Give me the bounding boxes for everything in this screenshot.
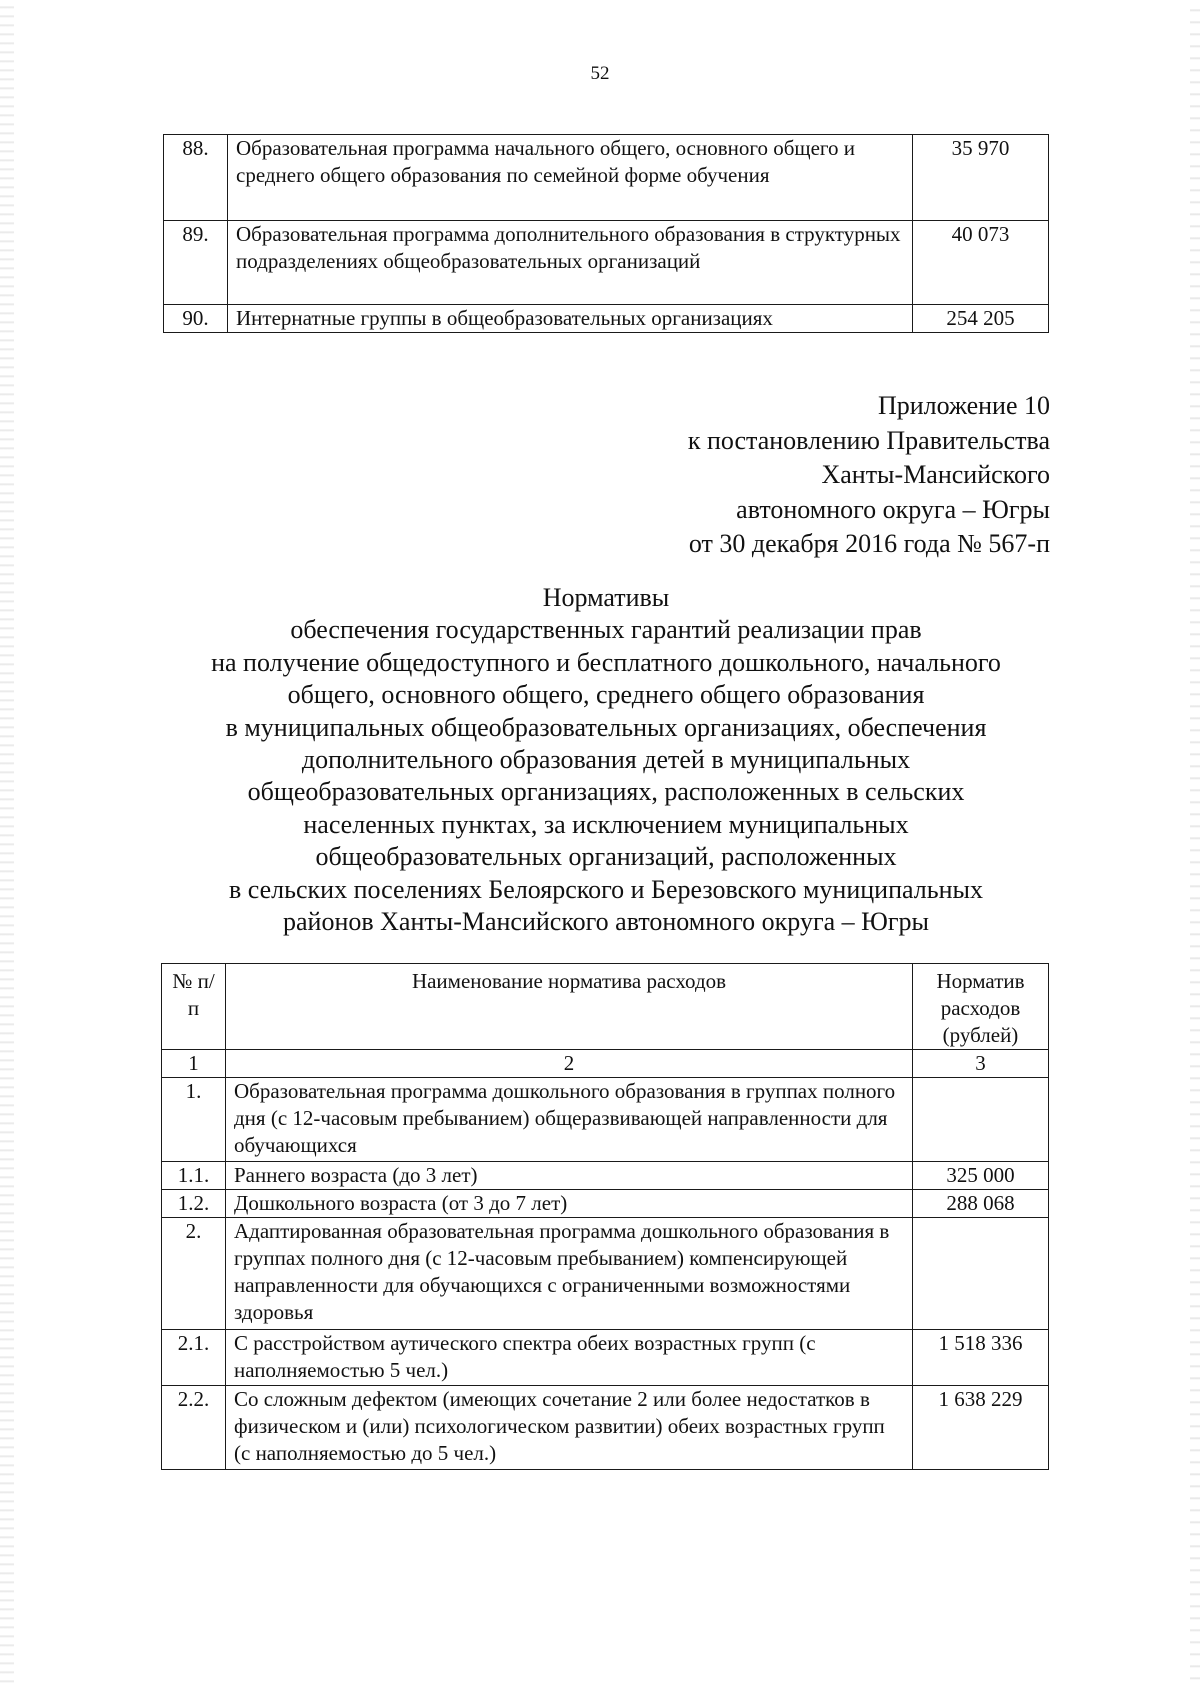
row-number: 1.2. bbox=[162, 1190, 226, 1218]
title-line: районов Ханты-Мансийского автономного округа – Югры bbox=[282, 907, 929, 937]
row-value: 288 068 bbox=[913, 1190, 1049, 1218]
row-number: 2. bbox=[162, 1218, 226, 1330]
table-row bbox=[162, 1386, 1049, 1470]
row-number: 2.2. bbox=[162, 1386, 226, 1470]
title-line: в муниципальных общеобразовательных организациях, обеспечения bbox=[225, 712, 987, 742]
title-line: населенных пунктах, за исключением муниципальных bbox=[303, 809, 909, 839]
row-name: Образовательная программа начального общего, основного общего и среднего общего образования по семейной форме обучения bbox=[228, 135, 913, 221]
row-number: 1.1. bbox=[162, 1162, 226, 1190]
main-table bbox=[161, 963, 1049, 1470]
title-line: дополнительного образования детей в муниципальных bbox=[301, 745, 911, 775]
appendix-line: автономного округа – Югры bbox=[736, 494, 1050, 524]
document-title bbox=[160, 582, 1052, 938]
title-line: общеобразовательных организаций, расположенных bbox=[315, 842, 897, 872]
row-value: 325 000 bbox=[913, 1162, 1049, 1190]
row-name: Интернатные группы в общеобразовательных организациях bbox=[228, 305, 913, 333]
row-name: Адаптированная образовательная программа дошкольного образования в группах полного дня (с 12-часовым пребыванием) компенсирующей направленности для обучающихся с ограниченными возможностями здоровья bbox=[226, 1218, 913, 1330]
row-name: Образовательная программа дополнительного образования в структурных подразделениях общеобразовательных организаций bbox=[228, 221, 913, 305]
index-col1: 1 bbox=[162, 1050, 226, 1078]
title-line: в сельских поселениях Белоярского и Березовского муниципальных bbox=[229, 874, 983, 904]
table-row bbox=[162, 1078, 1049, 1162]
row-value: 1 638 229 bbox=[913, 1386, 1049, 1470]
table-row bbox=[162, 1190, 1049, 1218]
header-number: № п/п bbox=[162, 964, 226, 1050]
scan-edge-left bbox=[0, 0, 14, 1686]
row-name: Образовательная программа дошкольного образования в группах полного дня (с 12-часовым пребыванием) общеразвивающей направленности для обучающихся bbox=[226, 1078, 913, 1162]
row-name: Раннего возраста (до 3 лет) bbox=[226, 1162, 913, 1190]
appendix-line: Приложение 10 bbox=[877, 391, 1050, 420]
appendix-line: к постановлению Правительства bbox=[687, 425, 1050, 455]
row-number: 89. bbox=[164, 221, 228, 305]
index-col3: 3 bbox=[913, 1050, 1049, 1078]
header-name: Наименование норматива расходов bbox=[226, 964, 913, 1050]
row-value: 35 970 bbox=[913, 135, 1049, 221]
table-index-row bbox=[162, 1050, 1049, 1078]
row-value: 254 205 bbox=[913, 305, 1049, 333]
row-name: Со сложным дефектом (имеющих сочетание 2 или более недостатков в физическом и (или) психологическом развитии) обеих возрастных групп (с наполняемостью до 5 чел.) bbox=[226, 1386, 913, 1470]
title-line: общего, основного общего, среднего общего образования bbox=[287, 680, 925, 710]
title-line: обеспечения государственных гарантий реализации прав bbox=[290, 615, 922, 645]
row-value bbox=[913, 1218, 1049, 1330]
row-number: 90. bbox=[164, 305, 228, 333]
row-name: Дошкольного возраста (от 3 до 7 лет) bbox=[226, 1190, 913, 1218]
table-header-row bbox=[162, 964, 1049, 1050]
table-row bbox=[162, 1218, 1049, 1330]
table-row bbox=[164, 135, 1049, 221]
table-row bbox=[162, 1330, 1049, 1386]
row-name: С расстройством аутического спектра обеих возрастных групп (с наполняемостью 5 чел.) bbox=[226, 1330, 913, 1386]
row-value: 40 073 bbox=[913, 221, 1049, 305]
row-value bbox=[913, 1078, 1049, 1162]
appendix-line: от 30 декабря 2016 года № 567-п bbox=[688, 529, 1050, 558]
header-value: Норматив расходов (рублей) bbox=[913, 964, 1049, 1050]
title-heading: Нормативы bbox=[542, 583, 670, 612]
appendix-line: Ханты-Мансийского bbox=[821, 460, 1050, 489]
row-number: 2.1. bbox=[162, 1330, 226, 1386]
table-row bbox=[162, 1162, 1049, 1190]
page-number: 52 bbox=[590, 63, 610, 84]
row-value: 1 518 336 bbox=[913, 1330, 1049, 1386]
title-line: на получение общедоступного и бесплатного дошкольного, начального bbox=[211, 647, 1001, 677]
title-line: общеобразовательных организациях, расположенных в сельских bbox=[247, 777, 965, 807]
table-row bbox=[164, 221, 1049, 305]
row-number: 88. bbox=[164, 135, 228, 221]
appendix-reference bbox=[688, 389, 1050, 562]
index-col2: 2 bbox=[226, 1050, 913, 1078]
top-table bbox=[163, 134, 1049, 333]
table-row bbox=[164, 305, 1049, 333]
scan-edge-right bbox=[1190, 0, 1200, 1686]
row-number: 1. bbox=[162, 1078, 226, 1162]
